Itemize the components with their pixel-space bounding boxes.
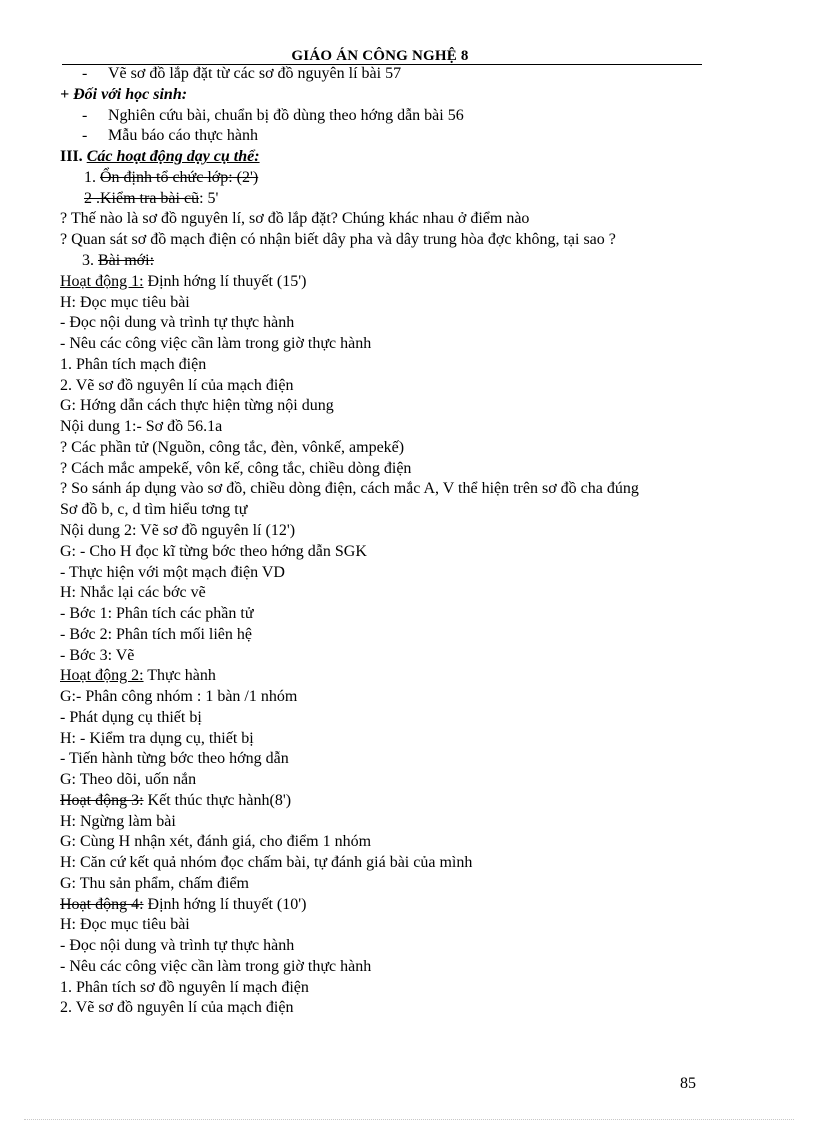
body-line: H: Ngừng làm bài <box>60 812 176 830</box>
body-line: - Tiến hành từng bớc theo hớng dẫn <box>60 750 289 768</box>
step-label: Kiểm tra bài cũ <box>100 189 200 207</box>
document-body <box>60 64 705 1019</box>
activity-title: Kết thúc thực hành(8') <box>143 791 292 809</box>
step-2 <box>60 189 705 210</box>
body-line: G: Theo dõi, uốn nắn <box>60 771 197 788</box>
body-line: Sơ đồ b, c, d tìm hiểu tơng tự <box>60 501 248 519</box>
step-number: 2 . <box>84 189 100 207</box>
body-line: - Thực hiện với một mạch điện VD <box>60 563 285 581</box>
step-number: 1. <box>84 168 96 186</box>
page-header: GIÁO ÁN CÔNG NGHỆ 8 <box>291 48 469 64</box>
body-line: ? Cách mắc ampekế, vôn kế, công tắc, chiều dòng điện <box>60 459 412 477</box>
body-line: - Bớc 2: Phân tích mối liên hệ <box>60 625 252 643</box>
body-line: ? Các phần tử (Nguồn, công tắc, đèn, vônkế, ampekế) <box>60 438 405 456</box>
step-3 <box>60 251 705 272</box>
body-line: - Nêu các công việc cần làm trong giờ thực hành <box>60 957 372 975</box>
bullet-dash: - <box>82 65 88 82</box>
body-line: H: - Kiểm tra dụng cụ, thiết bị <box>60 729 254 747</box>
body-line: G: Hớng dẫn cách thực hiện từng nội dung <box>60 397 334 415</box>
body-line: Nội dung 1:- Sơ đồ 56.1a <box>60 418 223 435</box>
body-line: H: Căn cứ kết quả nhóm đọc chấm bài, tự đánh giá bài của mình <box>60 854 473 871</box>
section-heading <box>60 147 705 168</box>
student-list-item <box>60 106 705 127</box>
body-line: Nội dung 2: Vẽ sơ đồ nguyên lí (12') <box>60 522 296 539</box>
body-line: G: Thu sản phẩm, chấm điểm <box>60 874 249 892</box>
body-line: G: Cùng H nhận xét, đánh giá, cho điểm 1 nhóm <box>60 833 372 851</box>
body-line: - Bớc 3: Vẽ <box>60 646 135 664</box>
bullet-dash: - <box>82 106 88 124</box>
step-1 <box>60 168 705 189</box>
activity-label: Hoạt động 1: <box>60 272 144 290</box>
activity-title: Định hớng lí thuyết (15') <box>143 272 307 290</box>
teacher-item-text: Vẽ sơ đồ lắp đặt từ các sơ đồ nguyên lí bài 57 <box>108 65 402 82</box>
step-text: Bài mới: <box>98 252 155 269</box>
step-text: Ổn định tổ chức lớp: (2') <box>100 168 259 186</box>
student-item-text: Mẫu báo cáo thực hành <box>108 127 258 145</box>
teacher-list-item <box>60 64 705 85</box>
body-line: H: Đọc mục tiêu bài <box>60 293 190 311</box>
page-number: 85 <box>680 1075 696 1092</box>
students-heading: + Đối với học sinh: <box>60 85 188 103</box>
activity-label: Hoạt động 2: <box>60 667 144 685</box>
body-line: H: Đọc mục tiêu bài <box>60 916 190 934</box>
body-line: 2. Vẽ sơ đồ nguyên lí của mạch điện <box>60 376 294 394</box>
activity-heading <box>60 791 705 812</box>
activity-title: Thực hành <box>143 667 216 685</box>
step-number: 3. <box>82 252 94 269</box>
body-line: - Phát dụng cụ thiết bị <box>60 708 202 726</box>
student-list-item <box>60 126 705 147</box>
body-line: G:- Phân công nhóm : 1 bàn /1 nhóm <box>60 688 298 705</box>
step-text: : 5' <box>199 189 219 207</box>
body-line: - Đọc nội dung và trình tự thực hành <box>60 314 295 332</box>
activity-heading <box>60 666 705 687</box>
page-bottom-rule <box>24 1119 794 1120</box>
question: ? Thế nào là sơ đồ nguyên lí, sơ đồ lắp đặt? Chúng khác nhau ở điểm nào <box>60 210 530 228</box>
body-line: ? So sánh áp dụng vào sơ đồ, chiều dòng điện, cách mắc A, V thể hiện trên sơ đồ cha đúng <box>60 480 639 498</box>
body-line: - Đọc nội dung và trình tự thực hành <box>60 937 295 954</box>
body-line: - Bớc 1: Phân tích các phần tử <box>60 605 254 622</box>
question: ? Quan sát sơ đồ mạch điện có nhận biết dây pha và dây trung hòa đợc không, tại sao ? <box>60 231 616 248</box>
activity-label: Hoạt động 3: <box>60 791 144 809</box>
activity-label: Hoạt động 4: <box>60 895 144 913</box>
body-line: H: Nhắc lại các bớc vẽ <box>60 584 206 602</box>
student-item-text: Nghiên cứu bài, chuẩn bị đồ dùng theo hớng dẫn bài 56 <box>108 106 464 124</box>
body-line: G: - Cho H đọc kĩ từng bớc theo hớng dẫn SGK <box>60 542 367 560</box>
body-line: 1. Phân tích sơ đồ nguyên lí mạch điện <box>60 978 309 996</box>
section-title: Các hoạt động dạy cụ thể: <box>86 148 260 165</box>
activity-heading <box>60 272 705 293</box>
activity-title: Định hớng lí thuyết (10') <box>143 895 307 913</box>
body-line: - Nêu các công việc cần làm trong giờ thực hành <box>60 335 372 352</box>
body-line: 2. Vẽ sơ đồ nguyên lí của mạch điện <box>60 999 294 1017</box>
activity-heading <box>60 895 705 916</box>
bullet-dash: - <box>82 127 88 145</box>
body-line: 1. Phân tích mạch điện <box>60 355 207 373</box>
section-numeral: III. <box>60 148 83 165</box>
